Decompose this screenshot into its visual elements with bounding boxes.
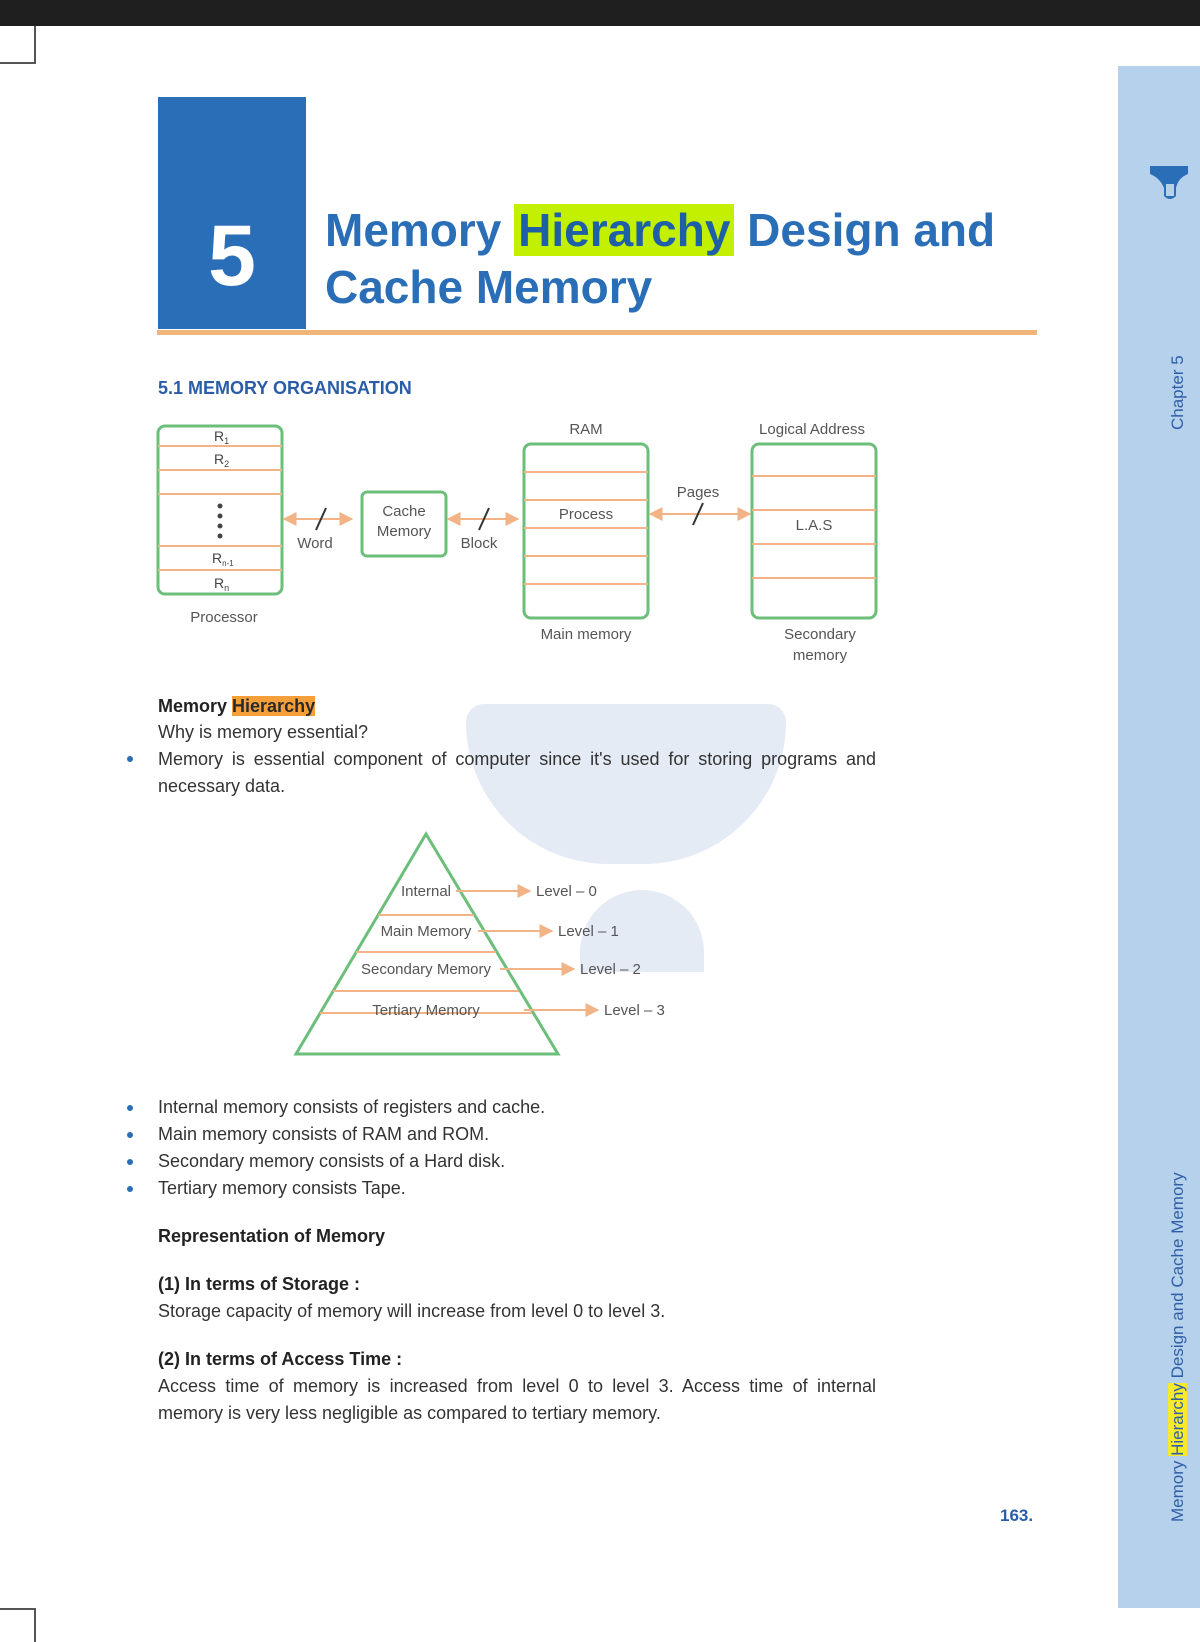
top-dark-bar — [0, 0, 1200, 26]
fact-tertiary: Tertiary memory consists Tape. — [158, 1178, 406, 1198]
storage-text: Storage capacity of memory will increase from level 0 to level 3. — [158, 1301, 666, 1321]
memory-question: Why is memory essential? — [158, 722, 369, 742]
bullet-icon — [127, 756, 133, 762]
publisher-logo-icon — [1148, 162, 1190, 204]
level-label: Level – 0 — [536, 883, 597, 900]
main-memory-box — [524, 444, 648, 618]
representation-heading: Representation of Memory — [158, 1226, 386, 1246]
chapter-number: 5 — [208, 208, 256, 304]
section-heading: 5.1 MEMORY ORGANISATION — [158, 378, 412, 398]
bullet-icon — [127, 1132, 133, 1138]
secondary-label-line2: memory — [792, 647, 848, 664]
ellipsis-dot — [218, 534, 223, 539]
crop-mark — [34, 26, 36, 64]
processor-box — [158, 426, 282, 594]
page-number: 163. — [1000, 1506, 1034, 1525]
register-r1: $R_1$ — [214, 428, 230, 446]
level-label: Level – 1 — [558, 923, 619, 940]
level-label: Level – 2 — [580, 961, 641, 978]
access-heading: (2) In terms of Access Time : — [158, 1349, 403, 1369]
memory-hierarchy-heading: Memory Hierarchy — [158, 696, 316, 716]
process-label: Process — [558, 506, 614, 523]
bullet-icon — [127, 1105, 133, 1111]
register-rn-1: $R_{n-1}$ — [212, 550, 234, 568]
storage-heading: (1) In terms of Storage : — [158, 1274, 361, 1294]
pyramid-tier-label: Main Memory — [380, 923, 472, 940]
fact-internal: Internal memory consists of registers and cache. — [158, 1097, 546, 1117]
crop-mark — [34, 1608, 36, 1642]
logical-address-label: Logical Address — [759, 421, 865, 438]
bullet-icon — [127, 1159, 133, 1165]
sidebar-chapter-label: Chapter 5 — [1168, 355, 1187, 430]
secondary-label-line1: Secondary — [784, 626, 856, 643]
las-label: L.A.S — [795, 517, 833, 534]
memory-organisation-diagram — [140, 410, 900, 670]
sidebar-chapter-title: Memory Hierarchy Design and Cache Memory — [1168, 1172, 1187, 1522]
crop-mark — [0, 62, 36, 64]
ellipsis-dot — [218, 524, 223, 529]
pyramid-tier-label: Tertiary Memory — [372, 1002, 480, 1019]
memory-essential-bullet: Memory is essential component of computer since it's used for storing programs and necessary data. — [158, 749, 876, 796]
ellipsis-dot — [218, 514, 223, 519]
cache-label-line1: Cache — [382, 503, 426, 520]
main-memory-label: Main memory — [540, 626, 632, 643]
cache-label-line2: Memory — [376, 523, 432, 540]
register-rn: $R_n$ — [214, 575, 230, 593]
access-text: Access time of memory is increased from level 0 to level 3. Access time of internal memory is very less negligible as compared to tertiary memory. — [158, 1376, 876, 1423]
register-r2: $R_2$ — [214, 451, 230, 469]
word-label: Word — [297, 535, 333, 552]
ellipsis-dot — [218, 504, 223, 509]
memory-hierarchy-pyramid — [280, 822, 720, 1062]
processor-label: Processor — [190, 609, 258, 626]
pyramid-tier-label: Internal — [400, 883, 452, 900]
crop-mark — [0, 1608, 36, 1610]
chapter-number-block — [158, 97, 306, 329]
level-label: Level – 3 — [604, 1002, 665, 1019]
ram-label: RAM — [569, 421, 603, 438]
title-underline — [157, 330, 1037, 335]
block-label: Block — [460, 535, 498, 552]
pages-label: Pages — [676, 484, 720, 501]
pyramid-tier-label: Secondary Memory — [360, 961, 492, 978]
bullet-icon — [127, 1186, 133, 1192]
chapter-title: Memory Hierarchy Design and Cache Memory — [325, 204, 996, 313]
fact-main: Main memory consists of RAM and ROM. — [158, 1124, 490, 1144]
fact-secondary: Secondary memory consists of a Hard disk. — [158, 1151, 506, 1171]
pyramid-outline — [296, 834, 558, 1054]
